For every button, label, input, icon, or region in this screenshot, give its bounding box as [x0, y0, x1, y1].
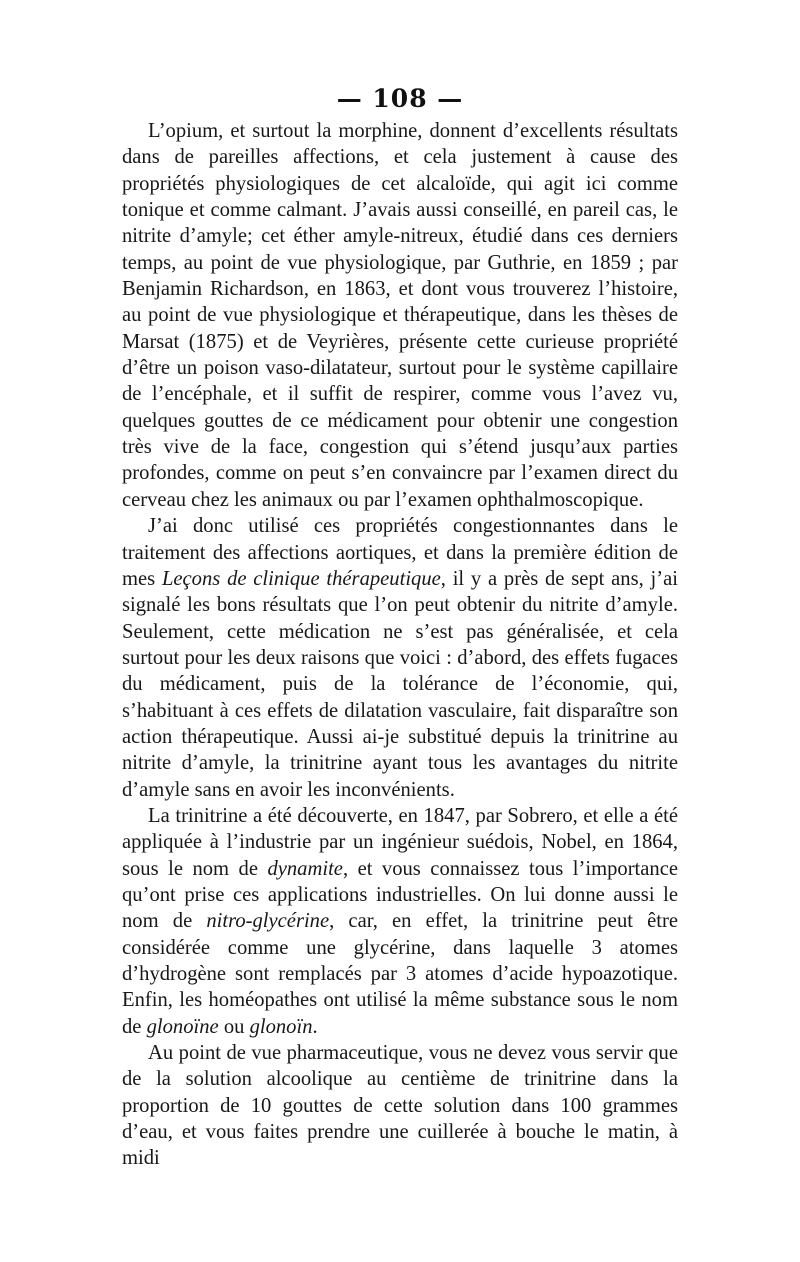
- text-run: , il y a près de sept ans, j’ai signalé les bons résultats que l’on peut obtenir du nitrite d’amyle. Seulement, cette médication ne s’est pas généralisée, et cela surtout pour les deux raisons que voici : d’abord, des effets fugaces du médicament, puis de la tolérance de l’économie, qui, s’habituant à ces effets de dilatation vasculaire, fait disparaître son action thérapeutique. Aussi ai-je substitué depuis la trinitrine au nitrite d’amyle, la trinitrine ayant tous les avantages du nitrite d’amyle sans en avoir les inconvénients.: [122, 567, 678, 801]
- paragraph: [122, 118, 678, 513]
- text-run: .: [312, 1015, 318, 1038]
- page-body: [122, 118, 678, 1172]
- text-run: J’ai donc utilisé ces propriétés congestionnantes dans le traitement des affections aortiques, et dans la première édition de mes: [122, 515, 678, 590]
- paragraph: [122, 513, 678, 803]
- page-number: — 108 —: [336, 84, 464, 113]
- text-run: , car, en effet, la trinitrine peut être considérée comme une glycérine, dans laquelle 3 atomes d’hydrogène sont remplacés par 3 atomes d’acide hypoazotique. Enfin, les homéopathes ont utilisé la même substance sous le nom de: [122, 910, 678, 1038]
- text-run: La trinitrine a été découverte, en 1847, par Sobrero, et elle a été appliquée à l’industrie par un ingénieur suédois, Nobel, en 1864, sous le nom de: [122, 804, 678, 880]
- italic-text: dynamite: [267, 857, 343, 880]
- text-run: Au point de vue pharmaceutique, vous ne devez vous servir que de la solution alcoolique au centième de trinitrine dans la proportion de 10 gouttes de cette solution dans 100 grammes d’eau, et vous faites prendre une cuillerée à bouche le matin, à midi: [122, 1042, 678, 1170]
- text-run: , et vous connaissez tous l’importance qu’ont prise ces applications industrielles. On lui donne aussi le nom de: [122, 857, 678, 933]
- italic-text: nitro-glycérine: [206, 910, 330, 933]
- text-run: ou: [218, 1015, 250, 1038]
- italic-text: Leçons de clinique thérapeutique: [161, 567, 441, 590]
- paragraph: [122, 803, 678, 1040]
- paragraph: [122, 1040, 678, 1172]
- italic-text: glonoïn: [249, 1015, 313, 1038]
- text-run: L’opium, et surtout la morphine, donnent d’excellents résultats dans de pareilles affections, et cela justement à cause des propriétés physiologiques de cet alcaloïde, qui agit ici comme tonique et comme calmant. J’avais aussi conseillé, en pareil cas, le nitrite d’amyle; cet éther amyle-nitreux, étudié dans ces derniers temps, au point de vue physiologique, par Guthrie, en 1859 ; par Benjamin Richardson, en 1863, et dont vous trouverez l’histoire, au point de vue physiologique et thérapeutique, dans les thèses de Marsat (1875) et de Veyrières, présente cette curieuse propriété d’être un poison vaso-dilatateur, surtout pour le système capillaire de l’encéphale, et il suffit de respirer, comme vous l’avez vu, quelques gouttes de ce médicament pour obtenir une congestion très vive de la face, congestion qui s’étend jusqu’aux parties profondes, comme on peut s’en convaincre par l’examen direct du cerveau chez les animaux ou par l’examen ophthalmoscopique.: [122, 120, 678, 511]
- italic-text: glonoïne: [146, 1015, 219, 1038]
